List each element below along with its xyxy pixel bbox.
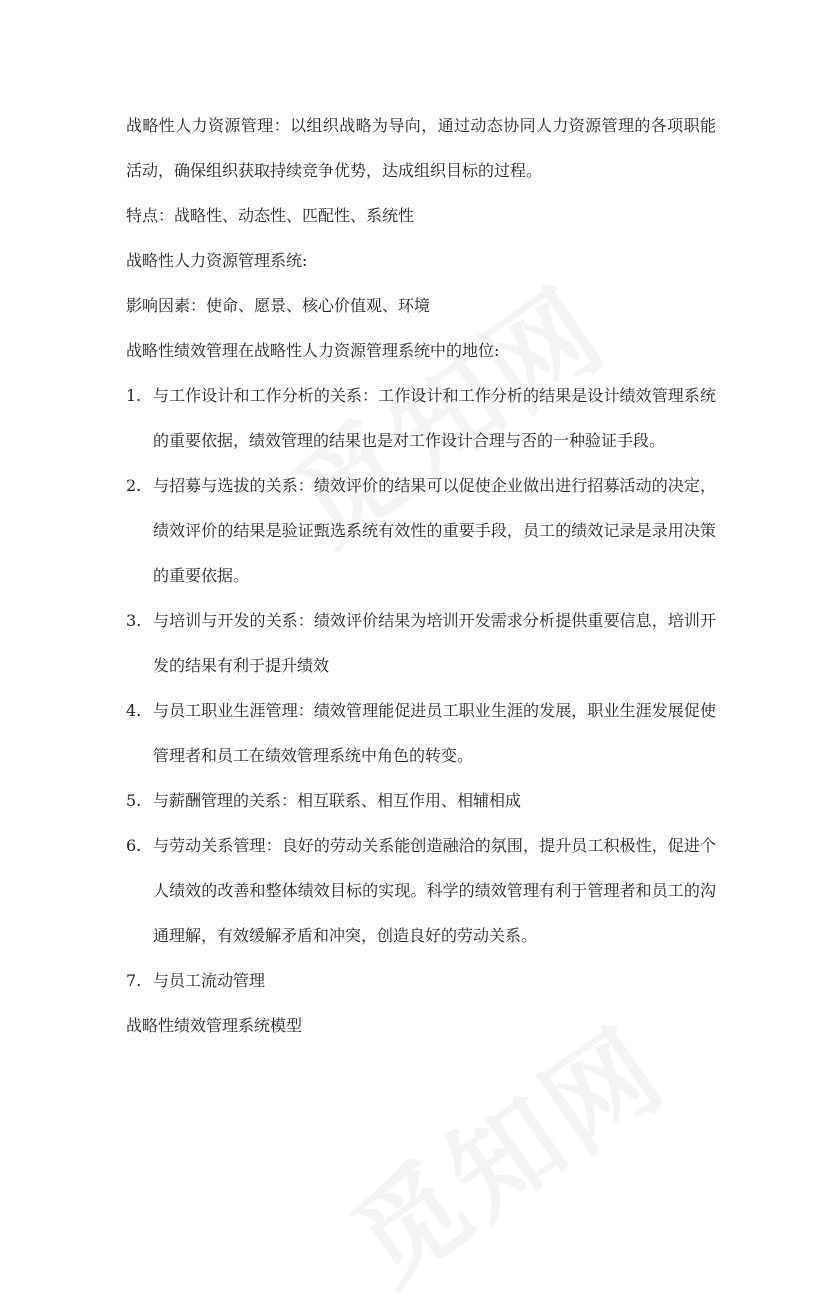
list-item [126,688,716,778]
list-item [126,778,716,823]
system-heading: 战略性人力资源管理系统: [126,251,308,270]
list-number: 5. [126,791,142,810]
list-number: 2. [126,476,142,495]
list-number: 4. [126,701,142,720]
factors-paragraph: 影响因素：使命、愿景、核心价值观、环境 [126,296,431,315]
list-item [126,958,716,1003]
list-text: 与劳动关系管理：良好的劳动关系能创造融洽的氛围，提升员工积极性，促进个人绩效的改善和整体绩效目标的实现。科学的绩效管理有利于管理者和员工的沟通理解，有效缓解矛盾和冲突，创造良好的劳动关系。 [153,836,716,945]
list-number: 3. [126,611,142,630]
definition-paragraph: 战略性人力资源管理：以组织战略为导向，通过动态协同人力资源管理的各项职能活动，确保组织获取持续竞争优势，达成组织目标的过程。 [126,116,716,180]
list-text: 与工作设计和工作分析的关系：工作设计和工作分析的结果是设计绩效管理系统的重要依据，绩效管理的结果也是对工作设计合理与否的一种验证手段。 [153,386,716,450]
list-text: 与培训与开发的关系：绩效评价结果为培训开发需求分析提供重要信息，培训开发的结果有利于提升绩效 [153,611,716,675]
position-heading: 战略性绩效管理在战略性人力资源管理系统中的地位: [126,341,500,360]
list-item [126,463,716,598]
list-text: 与员工流动管理 [153,971,266,990]
list-text: 与薪酬管理的关系：相互联系、相互作用、相辅相成 [153,791,522,810]
list-number: 7. [126,971,142,990]
list-text: 与员工职业生涯管理：绩效管理能促进员工职业生涯的发展，职业生涯发展促使管理者和员工在绩效管理系统中角色的转变。 [153,701,716,765]
list-number: 1. [126,386,142,405]
model-heading: 战略性绩效管理系统模型 [126,1016,303,1035]
list-item [126,373,716,463]
features-paragraph: 特点：战略性、动态性、匹配性、系统性 [126,206,415,225]
document-body [126,103,716,1048]
list-text: 与招募与选拔的关系：绩效评价的结果可以促使企业做出进行招募活动的决定，绩效评价的结果是验证甄选系统有效性的重要手段，员工的绩效记录是录用决策的重要依据。 [153,476,716,585]
list-item [126,823,716,958]
list-number: 6. [126,836,142,855]
list-item [126,598,716,688]
relationship-list [126,373,716,1003]
